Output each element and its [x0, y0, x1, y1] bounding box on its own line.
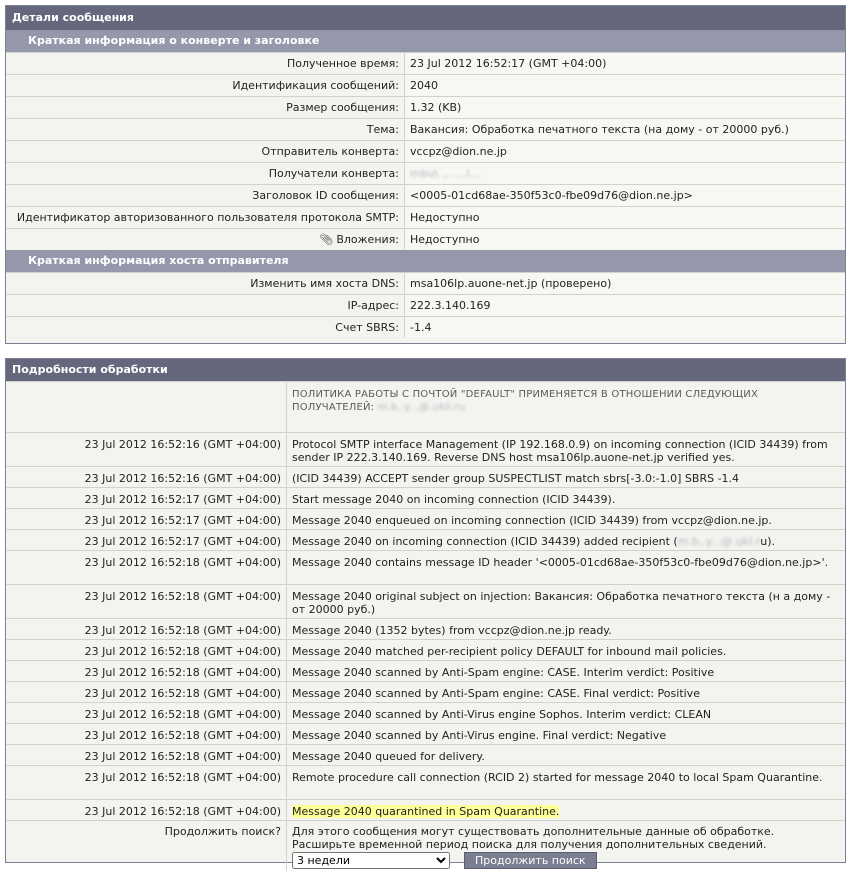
table-row [6, 745, 845, 766]
smtp-auth-user-value: Недоступно [405, 207, 846, 229]
log-message: Message 2040 original subject on injection: Вакансия: Обработка печатного текста (н а дому - от 20000 руб.) [287, 585, 846, 619]
log-time: 23 Jul 2012 16:52:18 (GMT +04:00) [6, 619, 287, 640]
log-message: Message 2040 contains message ID header '<0005-01cd68ae-350f53c0-fbe09d76@dion.ne.jp>'. [287, 551, 846, 585]
log-message: Message 2040 scanned by Anti-Spam engine: CASE. Interim verdict: Positive [287, 661, 846, 682]
message-id-label: Идентификация сообщений: [6, 75, 405, 97]
subject-value: Вакансия: Обработка печатного текста (на дому - от 20000 руб.) [405, 119, 846, 141]
message-details-title: Детали сообщения [6, 6, 845, 30]
header-message-id-value: <0005-01cd68ae-350f53c0-fbe09d76@dion.ne.jp> [405, 185, 846, 207]
continue-search-cell [287, 821, 846, 871]
table-row [6, 800, 845, 821]
log-time: 23 Jul 2012 16:52:16 (GMT +04:00) [6, 433, 287, 467]
table-row [6, 509, 845, 530]
log-time: 23 Jul 2012 16:52:18 (GMT +04:00) [6, 800, 287, 821]
table-row [6, 97, 845, 119]
log-message-cell [287, 800, 846, 821]
attachments-label-cell [6, 229, 405, 251]
log-time: 23 Jul 2012 16:52:17 (GMT +04:00) [6, 488, 287, 509]
continue-controls [292, 852, 840, 869]
table-row [6, 551, 845, 585]
log-message: Message 2040 enqueued on incoming connection (ICID 34439) from vccpz@dion.ne.jp. [287, 509, 846, 530]
ip-address-label: IP-адрес: [6, 295, 405, 317]
sbrs-score-label: Счет SBRS: [6, 317, 405, 339]
continue-search-label: Продолжить поиск? [6, 821, 287, 871]
envelope-recipients-cell [405, 163, 846, 185]
log-message: Message 2040 matched per-recipient policy DEFAULT for inbound mail policies. [287, 640, 846, 661]
ip-address-value: 222.3.140.169 [405, 295, 846, 317]
dns-hostname-label: Изменить имя хоста DNS: [6, 273, 405, 295]
log-time: 23 Jul 2012 16:52:18 (GMT +04:00) [6, 661, 287, 682]
table-row [6, 488, 845, 509]
log-time: 23 Jul 2012 16:52:18 (GMT +04:00) [6, 551, 287, 585]
table-row [6, 75, 845, 97]
log-message: Message 2040 queued for delivery. [287, 745, 846, 766]
quarantine-highlight: Message 2040 quarantined in Spam Quarantine. [292, 805, 560, 818]
log-message: (ICID 34439) ACCEPT sender group SUSPECTLIST match sbrs[-3.0:-1.0] SBRS -1.4 [287, 467, 846, 488]
processing-details-title: Подробности обработки [6, 359, 845, 381]
header-message-id-label: Заголовок ID сообщения: [6, 185, 405, 207]
log-message: Message 2040 scanned by Anti-Spam engine: CASE. Final verdict: Positive [287, 682, 846, 703]
table-row [6, 724, 845, 745]
recipient-redacted: m.b..y...@.ukl.r [677, 535, 761, 548]
table-row [6, 467, 845, 488]
table-row [6, 119, 845, 141]
table-row [6, 163, 845, 185]
attachments-value: Недоступно [405, 229, 846, 251]
host-table [6, 272, 845, 338]
message-size-value: 1.32 (KB) [405, 97, 846, 119]
log-time: 23 Jul 2012 16:52:18 (GMT +04:00) [6, 585, 287, 619]
table-row [6, 53, 845, 75]
table-row [6, 619, 845, 640]
log-message: Start message 2040 on incoming connection (ICID 34439). [287, 488, 846, 509]
log-message: Remote procedure call connection (RCID 2) started for message 2040 to local Spam Quarantine. [287, 766, 846, 800]
envelope-section-title: Краткая информация о конверте и заголовке [6, 30, 845, 52]
policy-line-2: ПОЛУЧАТЕЛЕЙ: [292, 402, 378, 413]
table-row [6, 295, 845, 317]
smtp-auth-user-label: Идентификатор авторизованного пользователя протокола SMTP: [6, 207, 405, 229]
log-time: 23 Jul 2012 16:52:16 (GMT +04:00) [6, 467, 287, 488]
table-row [6, 141, 845, 163]
envelope-sender-value: vccpz@dion.ne.jp [405, 141, 846, 163]
table-row [6, 229, 845, 251]
log-time: 23 Jul 2012 16:52:18 (GMT +04:00) [6, 724, 287, 745]
log-time: 23 Jul 2012 16:52:18 (GMT +04:00) [6, 682, 287, 703]
policy-header [287, 382, 846, 433]
table-row [6, 207, 845, 229]
policy-header-row [6, 382, 845, 433]
table-row [6, 766, 845, 800]
envelope-sender-label: Отправитель конверта: [6, 141, 405, 163]
period-select[interactable] [292, 852, 450, 869]
table-row [6, 703, 845, 724]
log-message: Message 2040 on incoming connection (ICID 34439) added recipient (m.b..y...@.ukl.ru). [287, 530, 846, 551]
envelope-table [6, 52, 845, 250]
log-time: 23 Jul 2012 16:52:18 (GMT +04:00) [6, 640, 287, 661]
subject-label: Тема: [6, 119, 405, 141]
dns-hostname-value: msa106lp.auone-net.jp (проверено) [405, 273, 846, 295]
received-time-label: Полученное время: [6, 53, 405, 75]
policy-header-blank [6, 382, 287, 433]
table-row [6, 317, 845, 339]
processing-log-table [6, 381, 845, 871]
paperclip-icon: 📎︎ [319, 233, 334, 246]
log-message: Message 2040 (1352 bytes) from vccpz@dion.ne.jp ready. [287, 619, 846, 640]
log-message: Protocol SMTP interface Management (IP 192.168.0.9) on incoming connection (ICID 34439) from sender IP 222.3.140.169. Reverse DNS host msa106lp.auone-net.jp verified yes. [287, 433, 846, 467]
table-row [6, 585, 845, 619]
envelope-recipients-label: Получатели конверта: [6, 163, 405, 185]
attachments-label: Вложения: [336, 233, 399, 246]
sbrs-score-value: -1.4 [405, 317, 846, 339]
message-size-label: Размер сообщения: [6, 97, 405, 119]
log-message: Message 2040 scanned by Anti-Virus engine. Final verdict: Negative [287, 724, 846, 745]
message-id-value: 2040 [405, 75, 846, 97]
message-details-panel [5, 5, 846, 344]
log-time: 23 Jul 2012 16:52:18 (GMT +04:00) [6, 745, 287, 766]
table-row [6, 661, 845, 682]
continue-info-line-1: Для этого сообщения могут существовать дополнительные данные об обработке. [292, 825, 775, 838]
table-row [6, 682, 845, 703]
log-time: 23 Jul 2012 16:52:18 (GMT +04:00) [6, 703, 287, 724]
log-time: 23 Jul 2012 16:52:17 (GMT +04:00) [6, 509, 287, 530]
continue-search-button[interactable]: Продолжить поиск [464, 852, 597, 869]
table-row [6, 640, 845, 661]
continue-info-line-2: Расширьте временной период поиска для получения дополнительных сведений. [292, 838, 767, 851]
policy-recipient: m.b..y...@.ukli.ru [377, 402, 466, 413]
log-time: 23 Jul 2012 16:52:17 (GMT +04:00) [6, 530, 287, 551]
envelope-recipients-value: mbu\ ,, ...,l... [410, 167, 480, 180]
policy-line-1: ПОЛИТИКА РАБОТЫ С ПОЧТОЙ "DEFAULT" ПРИМЕНЯЕТСЯ В ОТНОШЕНИИ СЛЕДУЮЩИХ [292, 389, 759, 400]
table-row [6, 185, 845, 207]
continue-search-row [6, 821, 845, 871]
processing-details-panel [5, 358, 846, 867]
table-row [6, 273, 845, 295]
table-row [6, 530, 845, 551]
received-time-value: 23 Jul 2012 16:52:17 (GMT +04:00) [405, 53, 846, 75]
log-time: 23 Jul 2012 16:52:18 (GMT +04:00) [6, 766, 287, 800]
log-message: Message 2040 scanned by Anti-Virus engine Sophos. Interim verdict: CLEAN [287, 703, 846, 724]
table-row [6, 433, 845, 467]
host-section-title: Краткая информация хоста отправителя [6, 250, 845, 272]
